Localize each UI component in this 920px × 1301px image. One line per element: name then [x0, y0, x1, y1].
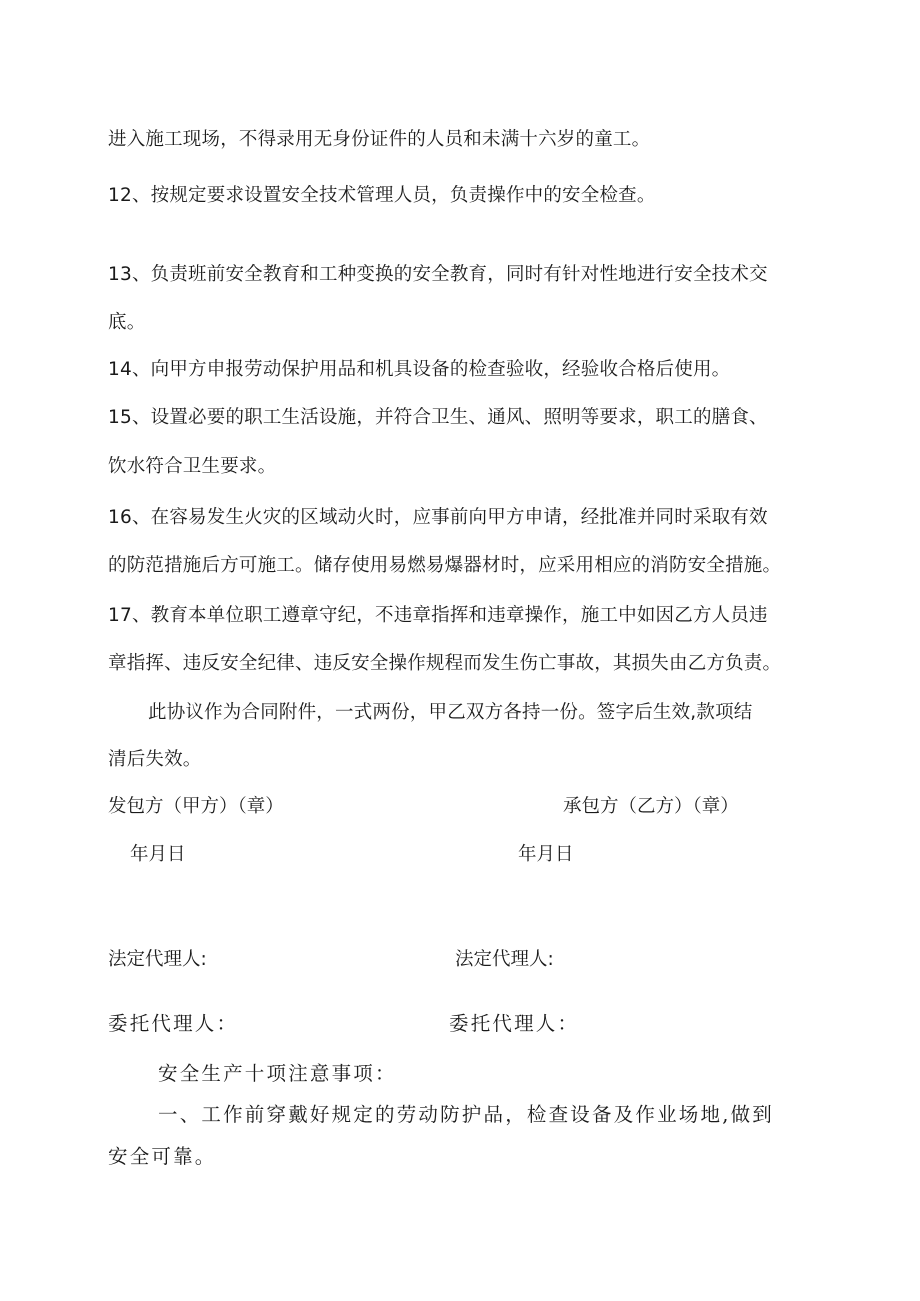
item-15-continued: 饮水符合卫生要求。	[108, 456, 277, 477]
party-a-label: 发包方（甲方）（章）	[108, 796, 284, 817]
party-b-label: 承包方（乙方）（章）	[563, 796, 739, 817]
agent-a: 委托代理人：	[108, 1012, 239, 1035]
item-17: 17、教育本单位职工遵章守纪，不违章指挥和违章操作，施工中如因乙方人员违	[108, 605, 768, 626]
item-12: 12、按规定要求设置安全技术管理人员，负责操作中的安全检查。	[108, 185, 656, 206]
item-13-continued: 底。	[108, 312, 146, 333]
notes-item-1: 一、工作前穿戴好规定的劳动防护品，检查设备及作业场地,做到	[158, 1103, 774, 1126]
item-14: 14、向甲方申报劳动保护用品和机具设备的检查验收，经验收合格后使用。	[108, 359, 731, 380]
notes-heading: 安全生产十项注意事项：	[158, 1062, 397, 1085]
item-16-continued: 的防范措施后方可施工。储存使用易燃易爆器材时，应采用相应的消防安全措施。	[108, 555, 782, 576]
legal-rep-b: 法定代理人:	[455, 949, 554, 970]
item-15: 15、设置必要的职工生活设施，并符合卫生、通风、照明等要求，职工的膳食、	[108, 407, 768, 428]
item-16: 16、在容易发生火灾的区域动火时，应事前向甲方申请，经批准并同时采取有效	[108, 507, 768, 528]
agreement-paragraph: 此协议作为合同附件，一式两份，甲乙双方各持一份。签字后生效,款项结	[148, 702, 753, 723]
party-a-date: 年月日	[130, 844, 186, 865]
party-b-date: 年月日	[518, 844, 574, 865]
paragraph-line: 进入施工现场，不得录用无身份证件的人员和未满十六岁的童工。	[108, 129, 651, 150]
legal-rep-a: 法定代理人:	[108, 949, 207, 970]
agreement-paragraph-continued: 清后失效。	[108, 749, 202, 770]
item-13: 13、负责班前安全教育和工种变换的安全教育，同时有针对性地进行安全技术交	[108, 264, 768, 285]
notes-item-1-continued: 安全可靠。	[108, 1145, 217, 1168]
item-17-continued: 章指挥、违反安全纪律、违反安全操作规程而发生伤亡事故，其损失由乙方负责。	[108, 653, 782, 674]
agent-b: 委托代理人：	[449, 1012, 580, 1035]
